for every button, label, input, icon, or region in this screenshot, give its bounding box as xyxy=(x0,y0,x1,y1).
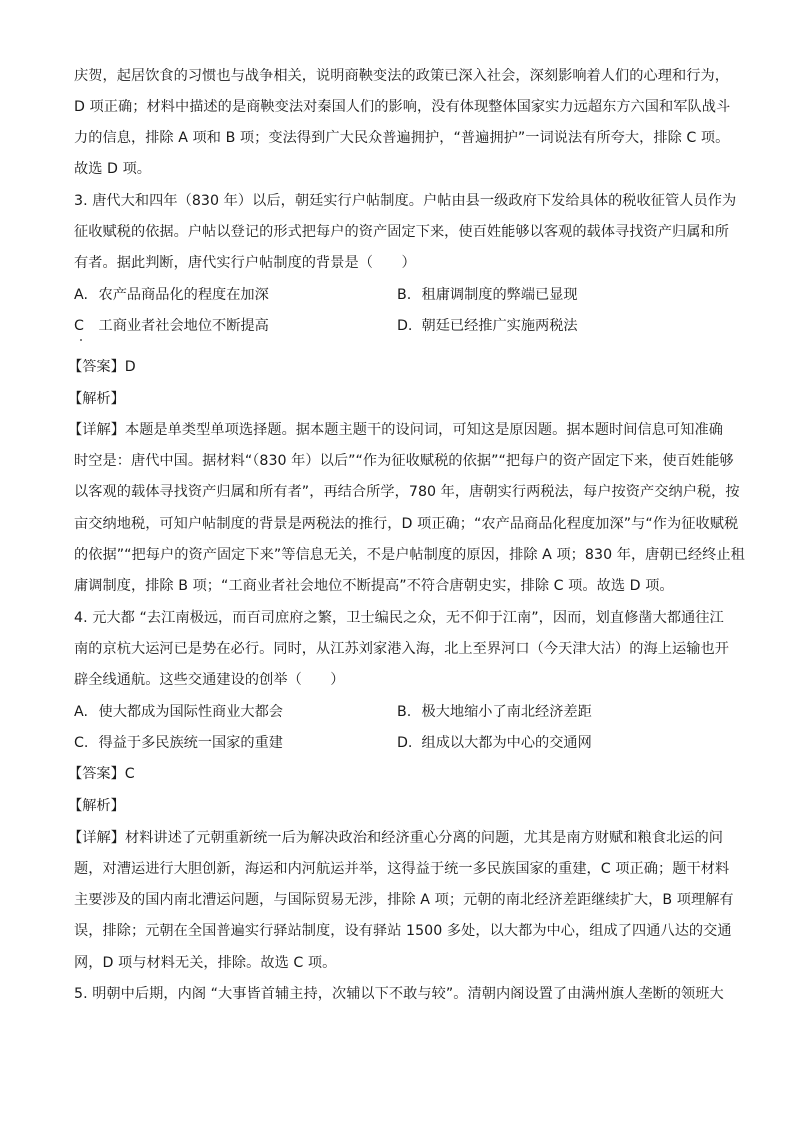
q4-detail-line: 网，D 项与材料无关，排除。故选 C 项。 xyxy=(74,955,337,971)
q4-option-b xyxy=(397,702,592,722)
q3-detail-line: 【详解】本题是单类型单项选择题。据本题主题干的设问词，可知这是原因题。据本题时间信息可知准确 xyxy=(68,422,723,438)
question-3-stem: 有者。据此判断，唐代实行户帖制度的背景是（ ） xyxy=(74,255,416,271)
q3-detail-line: 亩交纳地税，可知户帖制度的背景是两税法的推行，D 项正确；“农产品商品化程度加深”与“作为征收赋税 xyxy=(74,516,739,532)
question-3-stem: 3. 唐代大和四年（830 年）以后，朝廷实行户帖制度。户帖由县一级政府下发给具体的税收征管人员作为 xyxy=(74,193,737,209)
option-key: C xyxy=(74,318,84,334)
q3-analysis-label: 【解析】 xyxy=(68,391,125,407)
option-key: C. xyxy=(74,735,89,751)
q3-detail-line: 以客观的载体寻找资产归属和所有者”，再结合所学，780 年，唐朝实行两税法，每户按资产交纳户税，按 xyxy=(74,484,740,500)
option-key: A. xyxy=(74,704,88,720)
q4-detail-line: 主要涉及的国内南北漕运问题，与国际贸易无涉，排除 A 项；元朝的南北经济差距继续扩大，B 项理解有 xyxy=(74,892,734,908)
option-text: 极大地缩小了南北经济差距 xyxy=(421,704,592,720)
option-text: 朝廷已经推广实施两税法 xyxy=(421,318,578,334)
q3-option-c xyxy=(74,316,269,336)
option-text: 农产品商品化的程度在加深 xyxy=(98,287,269,303)
option-text: 组成以大都为中心的交通网 xyxy=(421,735,592,751)
paragraph-line: D 项正确；材料中描述的是商鞅变法对秦国人们的影响，没有体现整体国家实力远超东方六国和军队战斗 xyxy=(74,99,731,115)
q4-answer: 【答案】C xyxy=(68,766,135,782)
option-key: B. xyxy=(397,287,412,303)
question-4-stem: 辟全线通航。这些交通建设的创举（ ） xyxy=(74,672,345,688)
q4-analysis-label: 【解析】 xyxy=(68,798,125,814)
option-text: 租庸调制度的弊端已显现 xyxy=(421,287,578,303)
option-key: D. xyxy=(397,735,413,751)
paragraph-line: 力的信息，排除 A 项和 B 项；变法得到广大民众普遍拥护，“普遍拥护”一词说法有所夸大，排除 C 项。 xyxy=(74,130,730,146)
q3-detail-line: 庸调制度，排除 B 项；“工商业者社会地位不断提高”不符合唐朝史实，排除 C 项。故选 D 项。 xyxy=(74,578,674,594)
q4-option-a xyxy=(74,702,283,722)
q3-detail-line: 的依据”“把每户的资产固定下来”等信息无关，不是户帖制度的原因，排除 A 项；830 年，唐朝已经终止租 xyxy=(74,547,745,563)
option-text: 使大都成为国际性商业大都会 xyxy=(98,704,283,720)
q4-option-d xyxy=(397,733,592,753)
question-5-stem: 5. 明朝中后期，内阁 “大事皆首辅主持，次辅以下不敢与较”。清朝内阁设置了由满州旗人垄断的领班大 xyxy=(74,986,724,1002)
q4-option-c xyxy=(74,733,283,753)
option-text: 得益于多民族统一国家的重建 xyxy=(98,735,283,751)
option-key: B. xyxy=(397,704,412,720)
q3-answer: 【答案】D xyxy=(68,359,136,375)
q4-detail-line: 【详解】材料讲述了元朝重新统一后为解决政治和经济重心分离的问题，尤其是南方财赋和粮食北运的问 xyxy=(68,830,723,846)
q3-option-a xyxy=(74,285,269,305)
paragraph-line: 庆贺，起居饮食的习惯也与战争相关，说明商鞅变法的政策已深入社会，深刻影响着人们的心理和行为， xyxy=(74,68,729,84)
stray-dot xyxy=(80,339,82,341)
q3-detail-line: 时空是：唐代中国。据材料“（830 年）以后”“作为征收赋税的依据”“把每户的资产固定下来，使百姓能够 xyxy=(74,453,734,469)
question-3-stem: 征收赋税的依据。户帖以登记的形式把每户的资产固定下来，使百姓能够以客观的载体寻找资产归属和所 xyxy=(74,224,729,240)
question-4-stem: 4. 元大都 “去江南极远，而百司庶府之繁，卫士编民之众，无不仰于江南”，因而，划直修凿大都通往江 xyxy=(74,610,724,626)
q4-detail-line: 误，排除；元朝在全国普遍实行驿站制度，设有驿站 1500 多处，以大都为中心，组成了四通八达的交通 xyxy=(74,923,732,939)
question-4-stem: 南的京杭大运河已是势在必行。同时，从江苏刘家港入海，北上至界河口（今天津大沽）的海上运输也开 xyxy=(74,641,729,657)
q3-option-b xyxy=(397,285,578,305)
paragraph-line: 故选 D 项。 xyxy=(74,161,152,177)
option-key: A. xyxy=(74,287,88,303)
q4-detail-line: 题，对漕运进行大胆创新，海运和内河航运并举，这得益于统一多民族国家的重建，C 项正确；题干材料 xyxy=(74,861,730,877)
option-text: 工商业者社会地位不断提高 xyxy=(98,318,269,334)
option-key: D. xyxy=(397,318,413,334)
q3-option-d xyxy=(397,316,578,336)
